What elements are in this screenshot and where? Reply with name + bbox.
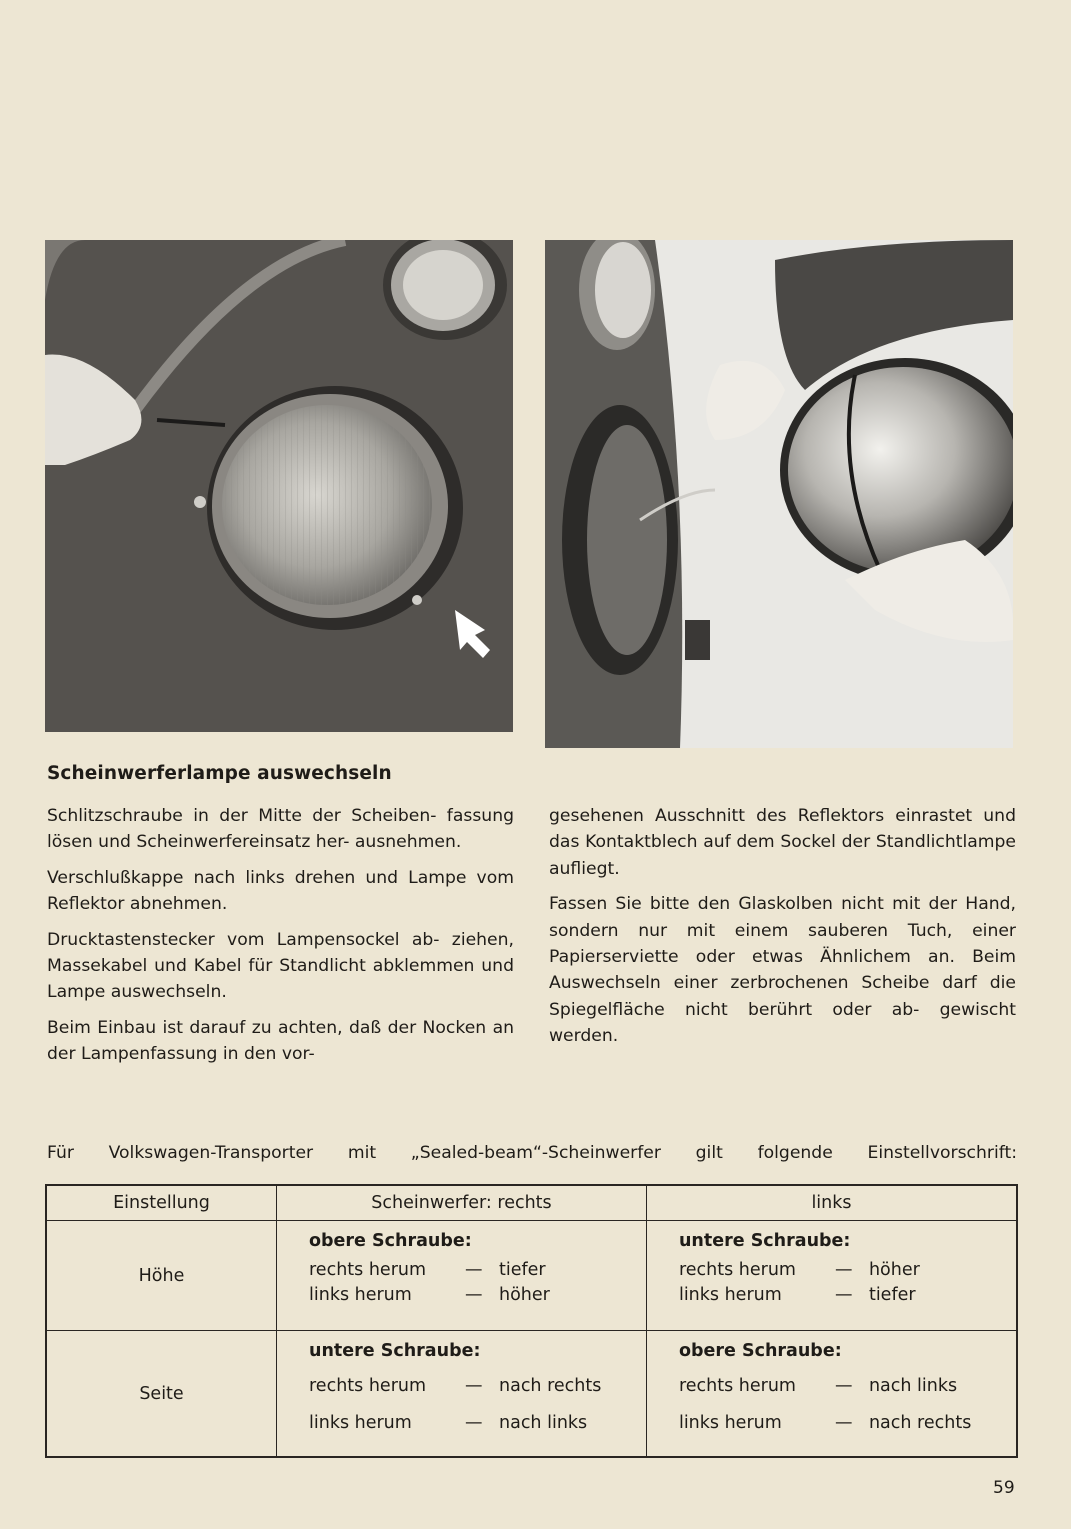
table-row (46, 1331, 1017, 1457)
turn-direction: rechts herum (309, 1376, 427, 1397)
dash: — (465, 1285, 483, 1306)
result: nach links (868, 1376, 958, 1397)
instruction-line (309, 1405, 646, 1442)
cell-right (277, 1331, 647, 1457)
instruction-line (679, 1405, 1016, 1442)
photo-lamp-removal (545, 240, 1013, 748)
turn-direction: links herum (678, 1413, 782, 1434)
section-heading: Scheinwerferlampe auswechseln (47, 763, 392, 784)
dash: — (465, 1376, 483, 1397)
adjustment-table (45, 1184, 1018, 1458)
turn-direction: links herum (309, 1285, 412, 1306)
screw-label: untere Schraube: (309, 1341, 481, 1362)
turn-direction: rechts herum (309, 1260, 427, 1281)
result: nach rechts (499, 1376, 602, 1397)
turn-direction: links herum (309, 1413, 412, 1434)
paragraph: Fassen Sie bitte den Glaskolben nicht mit der Hand, sondern nur mit einem sauberen Tuch, einer Papierserviette oder etwas Ähnlichem an. Beim Auswechseln einer zerbrochenen Scheibe darf die Spiegelfläche nicht berührt oder ab- gewischt werden. (549, 894, 1016, 1047)
cell-left (646, 1331, 1017, 1457)
text-column-left (47, 803, 514, 1077)
turn-direction: rechts herum (678, 1260, 796, 1281)
dash: — (465, 1413, 483, 1434)
instruction-line (679, 1368, 1016, 1405)
instruction-line (309, 1368, 646, 1405)
header-einstellung: Einstellung (46, 1185, 277, 1221)
screw-label: obere Schraube: (309, 1231, 472, 1252)
dash: — (465, 1260, 483, 1281)
instruction-line (309, 1283, 646, 1308)
photo-headlamp-screwdriver (45, 240, 513, 732)
turn-direction: links herum (678, 1285, 782, 1306)
screw-label: obere Schraube: (678, 1341, 842, 1362)
header-links: links (646, 1185, 1017, 1221)
result: höher (499, 1285, 550, 1306)
result: höher (868, 1260, 920, 1281)
paragraph: Verschlußkappe nach links drehen und Lampe vom Reflektor abnehmen. (47, 867, 514, 915)
row-label: Seite (46, 1331, 277, 1457)
header-rechts: Scheinwerfer: rechts (277, 1185, 647, 1221)
dash: — (834, 1413, 853, 1434)
row-label: Höhe (46, 1221, 277, 1331)
instruction-line (309, 1258, 646, 1283)
screw-label: untere Schraube: (678, 1231, 851, 1252)
paragraph: Beim Einbau ist darauf zu achten, daß der Nocken an der Lampenfassung in den vor- (47, 1017, 514, 1065)
result: tiefer (499, 1260, 546, 1281)
table-row (46, 1221, 1017, 1331)
dash: — (834, 1376, 853, 1397)
dash: — (834, 1285, 853, 1306)
dash: — (834, 1260, 853, 1281)
cell-right (277, 1221, 647, 1331)
paragraph: Drucktastenstecker vom Lampensockel ab- ziehen, Massekabel und Kabel für Standlicht abklemmen und Lampe auswechseln. (47, 929, 514, 1003)
cell-left (646, 1221, 1017, 1331)
text-column-right (549, 803, 1016, 1059)
result: nach links (499, 1413, 588, 1434)
instruction-line (679, 1258, 1016, 1283)
paragraph: Schlitzschraube in der Mitte der Scheiben- fassung lösen und Scheinwerfereinsatz her- ausnehmen. (47, 806, 514, 853)
table-intro: Für Volkswagen-Transporter mit „Sealed-beam“-Scheinwerfer gilt folgende Einstellvorschrift: (47, 1143, 1017, 1163)
result: nach rechts (868, 1413, 972, 1434)
instruction-line (679, 1283, 1016, 1308)
table-header-row (46, 1185, 1017, 1221)
paragraph: gesehenen Ausschnitt des Reflektors einrastet und das Kontaktblech auf dem Sockel der Standlichtlampe aufliegt. (549, 806, 1016, 879)
page-number: 59 (993, 1478, 1015, 1498)
turn-direction: rechts herum (678, 1376, 796, 1397)
result: tiefer (868, 1285, 916, 1306)
